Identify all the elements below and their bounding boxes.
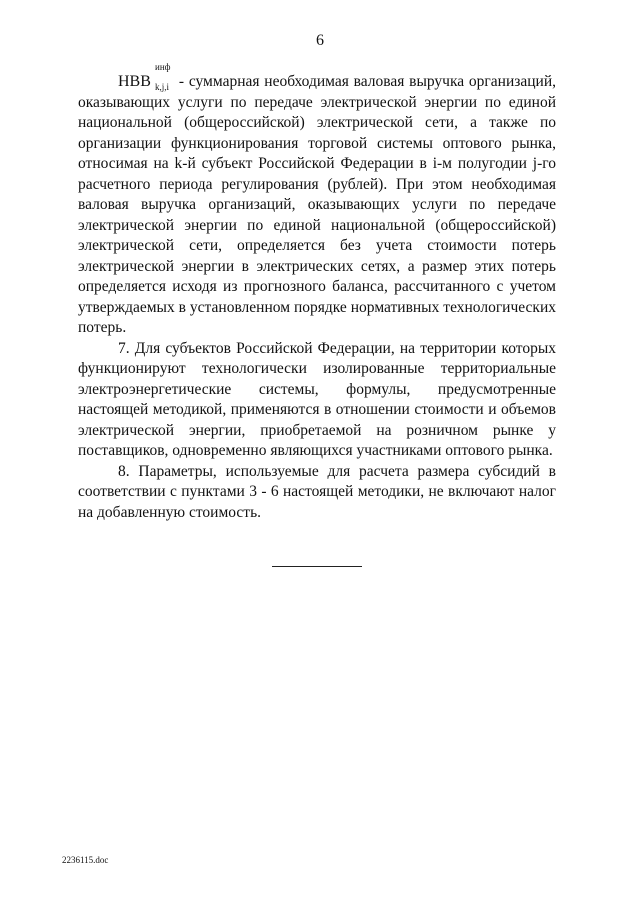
formula-base: НВВ (118, 73, 151, 90)
formula-subscript: k,j,i (155, 82, 170, 92)
footer-filename: 2236115.doc (62, 855, 109, 865)
end-separator-line (272, 566, 362, 567)
document-body (78, 62, 556, 523)
page-number: 6 (316, 32, 324, 49)
paragraph-item-7: 7. Для субъектов Российской Федерации, на территории которых функционируют технологически изолированные территориальные электроэнергетические системы, формулы, предусмотренные настоящей методикой, применяются в отношении стоимости и объемов электрической энергии, приобретаемой на розничном рынке у поставщиков, одновременно являющихся участниками оптового рынка. (78, 339, 556, 459)
paragraph-item-8: 8. Параметры, используемые для расчета размера субсидий в соответствии с пунктами 3 - 6 настоящей методики, не включают налог на добавленную стоимость. (78, 462, 556, 521)
formula-superscript: инф (155, 62, 171, 72)
formula-nvv (118, 62, 175, 93)
paragraph-definition-text: - суммарная необходимая валовая выручка организаций, оказывающих услуги по передаче электрической энергии по единой национальной (общероссийской) электрической сети, а также по организации функционирования торговой системы оптового рынка, относимая на k-й субъект Российской Федерации в i-м полугодии j-го расчетного периода регулирования (рублей). При этом необходимая валовая выручка организаций, оказывающих услуги по передаче электрической энергии по единой национальной (общероссийской) электрической сети, определяется без учета стоимости потерь электрической энергии в электрических сетях, а размер этих потерь определяется исходя из прогнозного баланса, рассчитанного с учетом утверждаемых в установленном порядке нормативных технологических потерь. (78, 73, 556, 336)
paragraph-definition (78, 62, 556, 339)
